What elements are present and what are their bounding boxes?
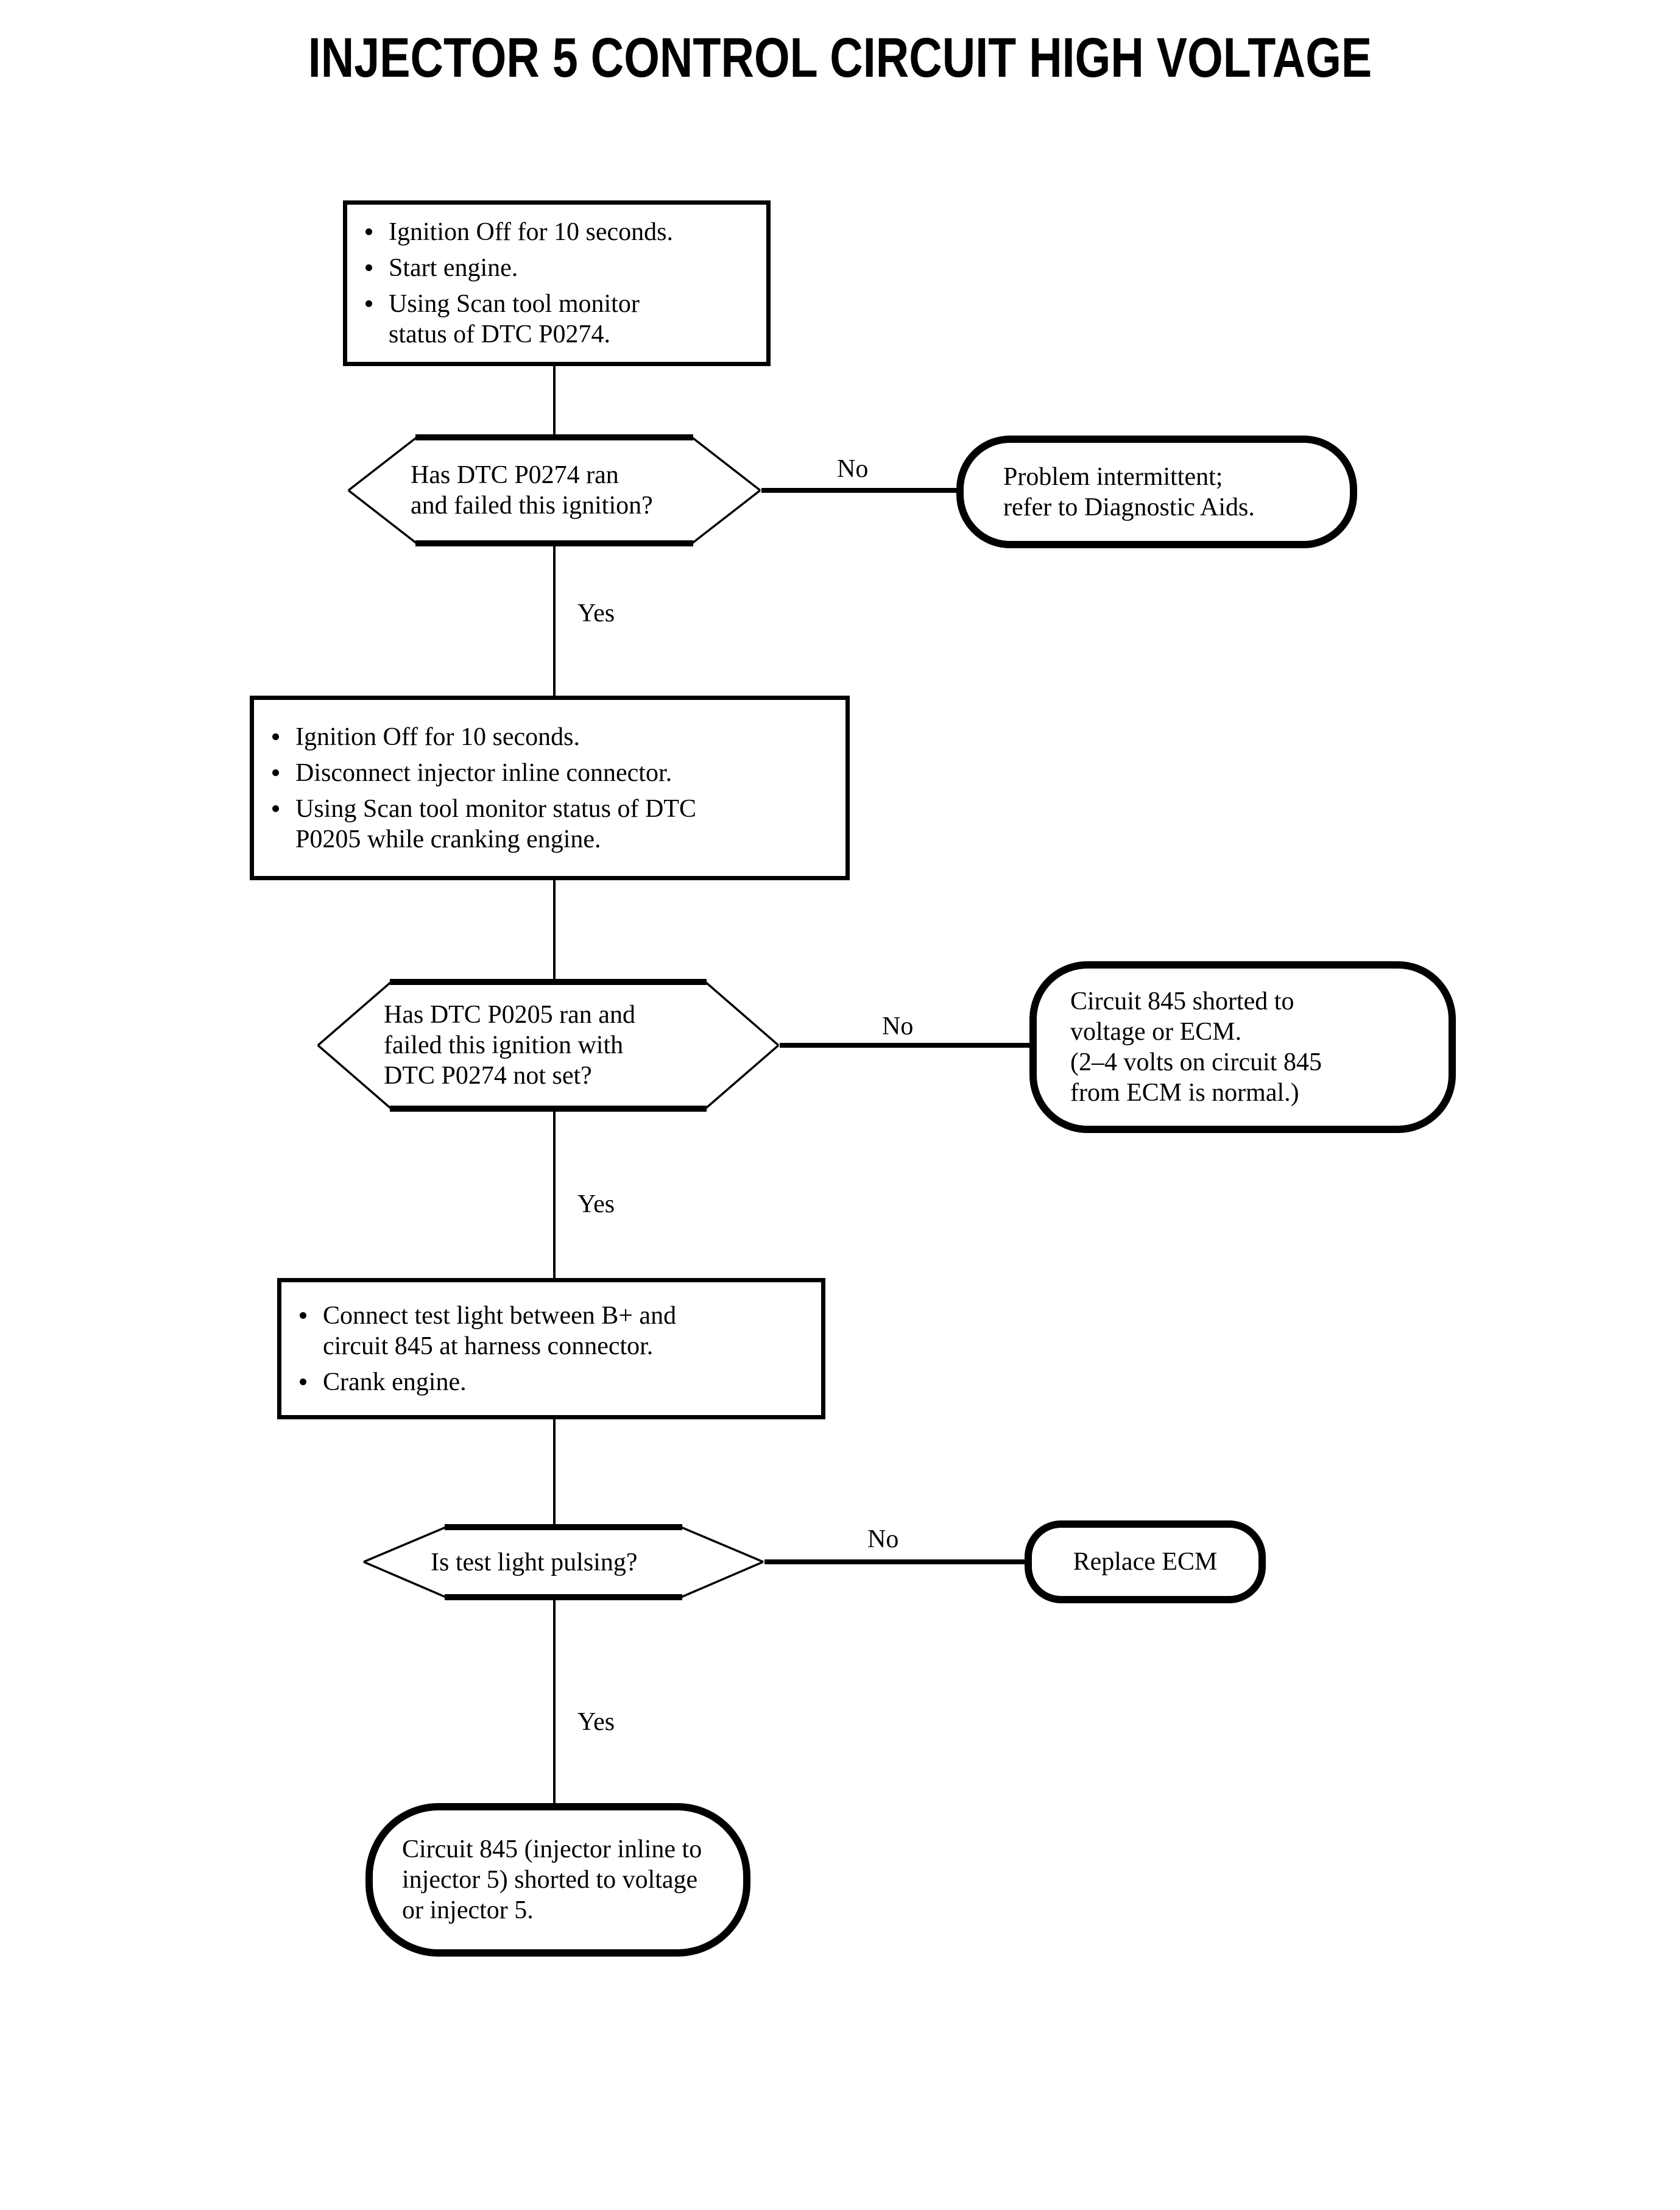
bullet-text: Disconnect injector inline connector. bbox=[295, 758, 672, 787]
connector-line-vertical bbox=[553, 366, 556, 434]
bullet-text: P0205 while cranking engine. bbox=[295, 825, 601, 853]
connector-line-vertical bbox=[553, 1419, 556, 1524]
yes-label-3: Yes bbox=[577, 1708, 615, 1736]
bullet-icon bbox=[300, 1379, 306, 1385]
terminal-replace-ecm: Replace ECM bbox=[1025, 1520, 1266, 1603]
step-box-2 bbox=[250, 696, 850, 880]
bullet-item bbox=[254, 794, 845, 855]
bullet-item bbox=[254, 722, 845, 752]
bullet-item bbox=[254, 758, 845, 788]
bullet-text: Ignition Off for 10 seconds. bbox=[295, 722, 580, 751]
bullet-item bbox=[347, 253, 766, 283]
bullet-icon bbox=[365, 300, 372, 307]
connector-line-vertical bbox=[553, 546, 556, 696]
step-box-1 bbox=[343, 200, 771, 366]
bullet-item bbox=[281, 1367, 821, 1397]
bullet-text: circuit 845 at harness connector. bbox=[323, 1332, 654, 1360]
connector-line-vertical bbox=[553, 880, 556, 979]
bullet-icon bbox=[300, 1312, 306, 1319]
connector-line-vertical bbox=[553, 1112, 556, 1278]
no-label-3: No bbox=[867, 1525, 899, 1553]
bullet-item bbox=[281, 1301, 821, 1361]
bullet-item bbox=[347, 217, 766, 247]
decision-text: Has DTC P0274 ran and failed this ignition? bbox=[411, 461, 653, 520]
bullet-icon bbox=[272, 769, 279, 776]
yes-label-2: Yes bbox=[577, 1190, 615, 1218]
decision-text: Is test light pulsing? bbox=[431, 1548, 638, 1576]
connector-line-vertical bbox=[553, 1600, 556, 1803]
bullet-icon bbox=[365, 228, 372, 235]
bullet-text: Start engine. bbox=[389, 254, 518, 282]
bullet-text: Ignition Off for 10 seconds. bbox=[389, 218, 673, 246]
bullet-icon bbox=[272, 733, 279, 740]
bullet-text: Using Scan tool monitor status of DTC bbox=[295, 794, 696, 823]
terminal-circuit-845-injector-5: Circuit 845 (injector inline to injector 5) shorted to voltage or injector 5. bbox=[365, 1803, 750, 1957]
terminal-circuit-845-shorted: Circuit 845 shorted to voltage or ECM. (2–4 volts on circuit 845 from ECM is normal.) bbox=[1029, 961, 1456, 1133]
bullet-item bbox=[347, 289, 766, 350]
bullet-text: status of DTC P0274. bbox=[389, 320, 611, 348]
decision-hexagon-1 bbox=[347, 434, 761, 546]
connector-line-horizontal bbox=[780, 1043, 1031, 1048]
yes-label-1: Yes bbox=[577, 599, 615, 627]
step-box-3 bbox=[277, 1278, 825, 1419]
no-label-1: No bbox=[837, 455, 869, 483]
terminal-problem-intermittent: Problem intermittent; refer to Diagnostic Aids. bbox=[956, 436, 1357, 548]
decision-hexagon-3 bbox=[362, 1524, 764, 1600]
connector-line-horizontal bbox=[764, 1559, 1025, 1564]
bullet-text: Using Scan tool monitor bbox=[389, 290, 640, 318]
bullet-text: Crank engine. bbox=[323, 1368, 467, 1396]
bullet-icon bbox=[365, 264, 372, 271]
connector-line-horizontal bbox=[761, 488, 958, 493]
bullet-icon bbox=[272, 805, 279, 812]
decision-hexagon-2 bbox=[317, 979, 780, 1112]
page-title: INJECTOR 5 CONTROL CIRCUIT HIGH VOLTAGE bbox=[308, 27, 1372, 89]
bullet-text: Connect test light between B+ and bbox=[323, 1301, 677, 1330]
decision-text: Has DTC P0205 ran and failed this ignition with DTC P0274 not set? bbox=[384, 1001, 635, 1090]
no-label-2: No bbox=[882, 1012, 914, 1040]
